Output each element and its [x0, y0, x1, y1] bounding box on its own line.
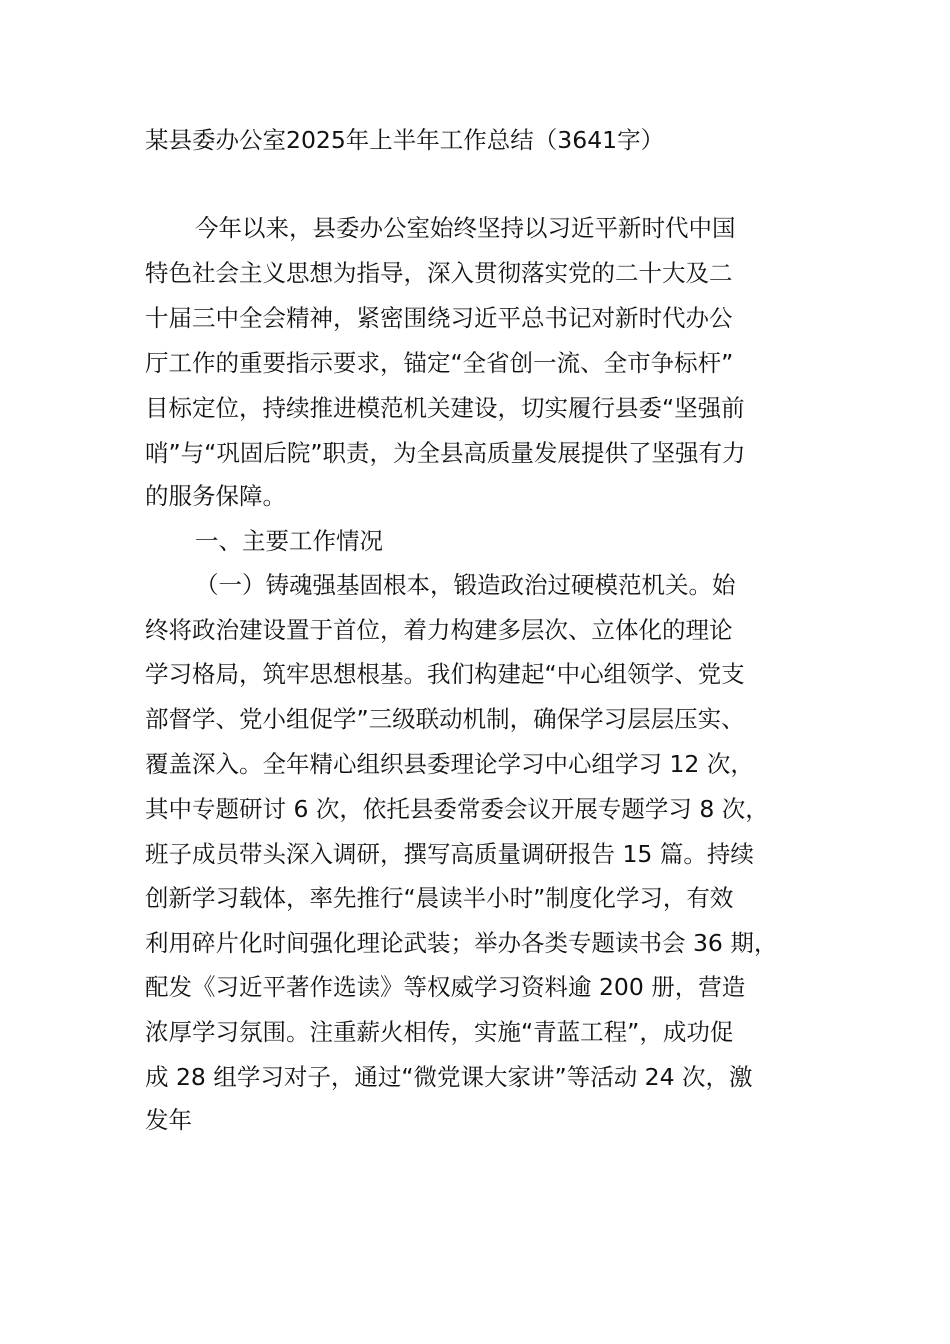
text-line: 厅工作的重要指示要求，锚定“全省创一流、全市争标杆” [145, 349, 734, 377]
text-line: 部督学、党小组促学”三级联动机制，确保学习层层压实、 [145, 705, 745, 733]
text-line: 覆盖深入。全年精心组织县委理论学习中心组学习 12 次， [145, 750, 754, 778]
text-line: 发年 [145, 1106, 192, 1134]
text-line: 特色社会主义思想为指导，深入贯彻落实党的二十大及二 [145, 259, 733, 287]
text-line: 成 28 组学习对子，通过“微党课大家讲”等活动 24 次，激 [145, 1063, 753, 1091]
text-line: 今年以来，县委办公室始终坚持以习近平新时代中国 [195, 214, 736, 242]
text-line: 十届三中全会精神，紧密围绕习近平总书记对新时代办公 [145, 304, 733, 332]
text-line: 终将政治建设置于首位，着力构建多层次、立体化的理论 [145, 616, 733, 644]
text-line: 目标定位，持续推进模范机关建设，切实履行县委“坚强前 [145, 394, 745, 422]
text-line: 的服务保障。 [145, 482, 286, 510]
text-line: 配发《习近平著作选读》等权威学习资料逾 200 册，营造 [145, 973, 746, 1001]
text-line: 班子成员带头深入调研，撰写高质量调研报告 15 篇。持续 [145, 840, 754, 868]
text-line: 学习格局，筑牢思想根基。我们构建起“中心组领学、党支 [145, 660, 745, 688]
section-heading: 一、主要工作情况 [195, 527, 383, 555]
text-line: 浓厚学习氛围。注重薪火相传，实施“青蓝工程”，成功促 [145, 1018, 734, 1046]
text-line: 创新学习载体，率先推行“晨读半小时”制度化学习，有效 [145, 884, 734, 912]
text-line: 哨”与“巩固后院”职责，为全县高质量发展提供了坚强有力 [145, 439, 746, 467]
document-title: 某县委办公室2025年上半年工作总结（3641字） [145, 126, 665, 154]
text-line: （一）铸魂强基固根本，锻造政治过硬模范机关。始 [195, 571, 736, 599]
text-line: 利用碎片化时间强化理论武装；举办各类专题读书会 36 期， [145, 929, 778, 957]
text-line: 其中专题研讨 6 次，依托县委常委会议开展专题学习 8 次， [145, 795, 769, 823]
